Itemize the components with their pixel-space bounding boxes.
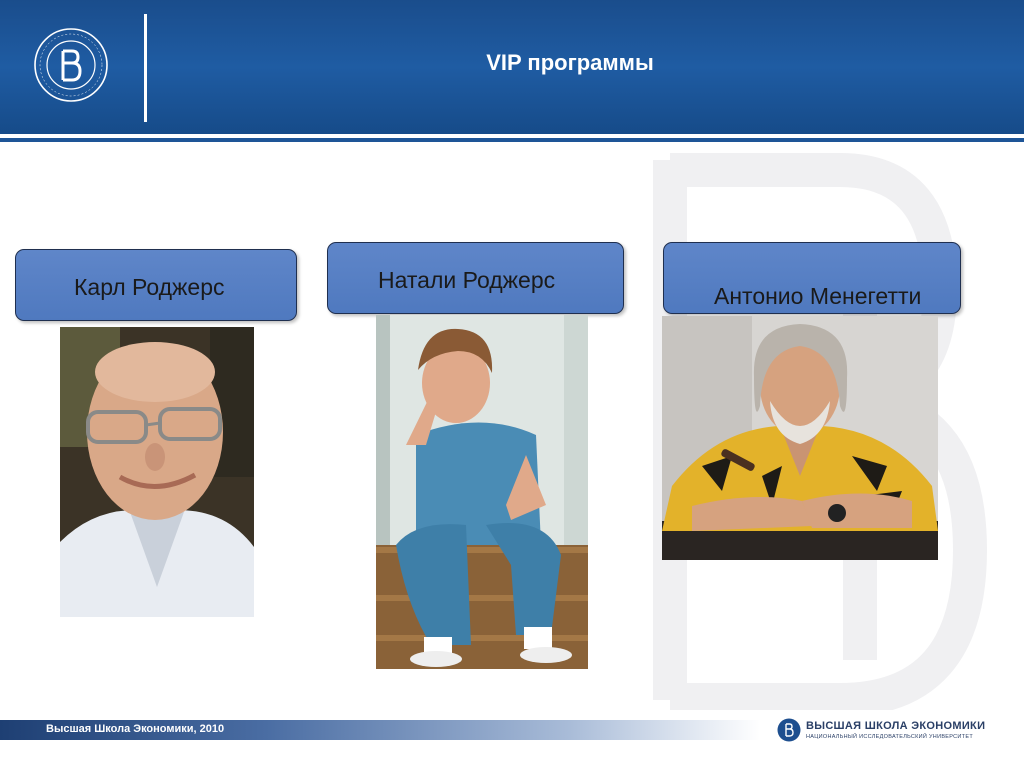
footer-brand: ВЫСШАЯ ШКОЛА ЭКОНОМИКИ — [806, 720, 986, 732]
name-label: Натали Роджерс — [378, 267, 556, 293]
name-box-carl-rogers — [15, 249, 297, 321]
page-title: VIP программы — [486, 50, 654, 75]
name-box-antonio-meneghetti — [663, 242, 961, 314]
name-label: Антонио Менегетти — [714, 283, 922, 309]
footer-copyright: Высшая Школа Экономики, 2010 — [46, 723, 225, 735]
header-divider — [144, 14, 147, 122]
footer-brand-sub: НАЦИОНАЛЬНЫЙ ИССЛЕДОВАТЕЛЬСКИЙ УНИВЕРСИТЕТ — [806, 734, 973, 740]
name-label: Карл Роджерс — [74, 274, 225, 300]
photo-natalie-rogers — [376, 315, 588, 669]
name-box-natalie-rogers — [327, 242, 624, 314]
hse-logo-icon — [32, 26, 110, 104]
hse-footer-logo-icon — [777, 718, 801, 742]
photo-antonio-meneghetti — [662, 316, 938, 560]
photo-carl-rogers — [60, 327, 254, 617]
